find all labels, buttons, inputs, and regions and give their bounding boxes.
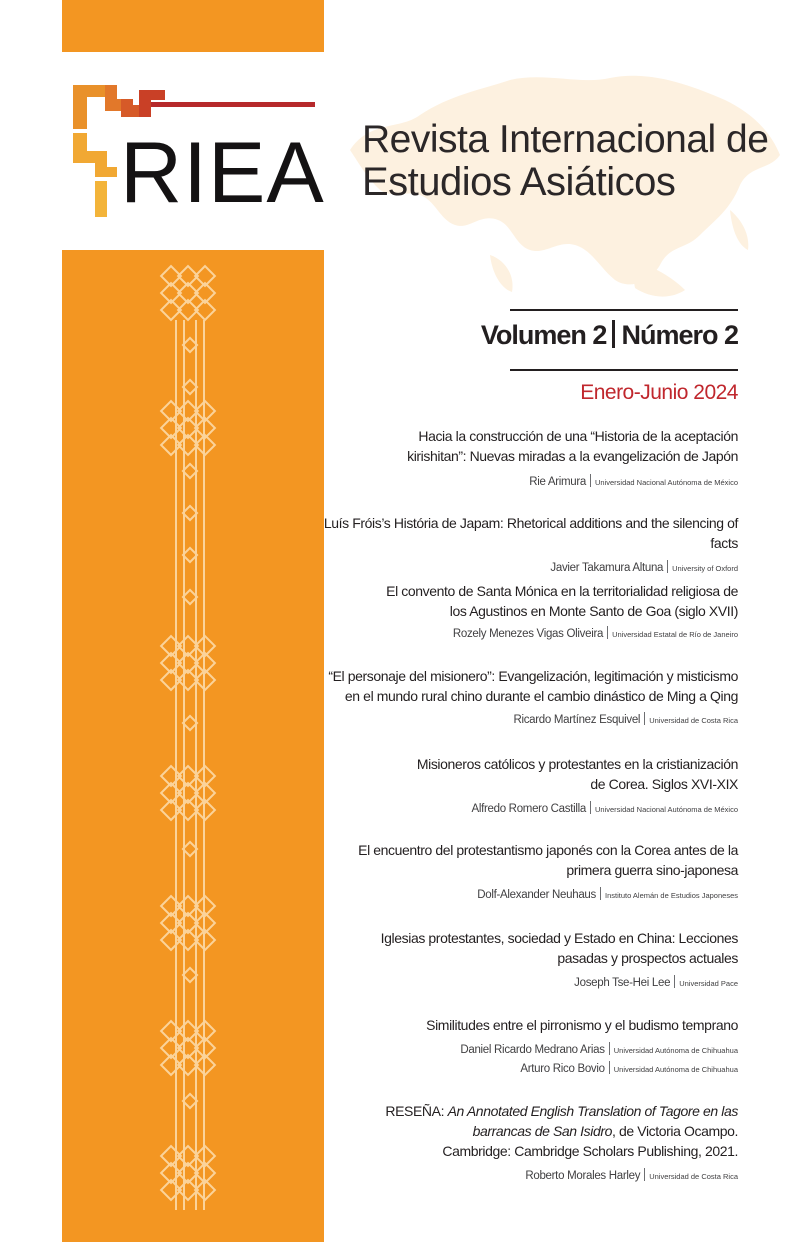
top-orange-band [62, 0, 324, 52]
issue-date: Enero-Junio 2024 [580, 381, 738, 404]
rule-bottom [510, 369, 738, 371]
article-author: Ricardo Martínez Esquivel Universidad de Costa Rica [513, 714, 738, 726]
journal-title-line1: Revista Internacional de [362, 118, 769, 161]
article-3 [358, 581, 738, 644]
volume-separator [612, 320, 615, 348]
issue-volume-number [481, 320, 738, 351]
review-by: , de Victoria Ocampo. [612, 1123, 738, 1139]
article-author: Javier Takamura Altuna University of Oxford [550, 562, 738, 574]
article-title: Iglesias protestantes, sociedad y Estado en China: Lecciones pasadas y prospectos actuales [380, 930, 738, 966]
review-book-title-1: An Annotated English Translation of Tagore en las [447, 1103, 738, 1119]
journal-title-line2: Estudios Asiáticos [362, 160, 676, 204]
rule-top [510, 309, 738, 311]
article-title: El convento de Santa Mónica en la territorialidad religiosa de los Agustinos en Monte Santo de Goa (siglo XVII) [386, 583, 738, 619]
review-book-title-2: barrancas de San Isidro [472, 1123, 613, 1139]
article-author: Dolf-Alexander Neuhaus Instituto Alemán de Estudios Japoneses [477, 889, 738, 901]
article-1 [358, 426, 738, 492]
article-title: “El personaje del misionero”: Evangelización, legitimación y misticismo en el mundo rural chino durante el cambio dinástico de Ming a Qing [328, 668, 738, 704]
article-author: Rozely Menezes Vigas Oliveira Universidad Estatal de Río de Janeiro [452, 628, 738, 640]
article-5 [358, 754, 738, 819]
book-review [358, 1101, 738, 1186]
side-orange-band [62, 250, 324, 1242]
article-author: Rie Arimura Universidad Nacional Autónoma de México [529, 476, 738, 488]
article-title: Luís Fróis’s História de Japam: Rhetorical additions and the silencing of facts [323, 515, 738, 551]
article-title: Hacia la construcción de una “Historia de la aceptación kirishitan”: Nuevas miradas a la evangelización de Japón [407, 428, 738, 464]
article-title: El encuentro del protestantismo japonés con la Corea antes de la primera guerra sino-japonesa [358, 842, 738, 878]
review-author: Roberto Morales Harley Universidad de Costa Rica [525, 1170, 738, 1182]
article-6 [338, 840, 738, 905]
logo-wordmark: RIEA [120, 125, 325, 221]
journal-title [362, 118, 782, 204]
article-author: Alfredo Romero Castilla Universidad Nacional Autónoma de México [471, 803, 738, 815]
article-author-2: Arturo Rico Bovio Universidad Autónoma de Chihuahua [520, 1063, 738, 1075]
article-author: Daniel Ricardo Medrano Arias Universidad Autónoma de Chihuahua [460, 1044, 738, 1056]
article-7 [358, 928, 738, 993]
article-4 [318, 666, 738, 730]
article-author: Joseph Tse-Hei Lee Universidad Pace [574, 977, 738, 989]
article-title: Misioneros católicos y protestantes en la cristianización de Corea. Siglos XVI-XIX [416, 756, 738, 792]
review-label: RESEÑA: [385, 1103, 445, 1119]
review-title [358, 1101, 738, 1161]
volume-label: Volumen 2 [480, 320, 607, 350]
review-publisher: Cambridge: Cambridge Scholars Publishing, 2021. [442, 1143, 738, 1159]
knot-ornament [62, 250, 324, 1242]
number-label: Número 2 [621, 320, 738, 350]
article-8 [358, 1015, 738, 1079]
article-2 [318, 513, 738, 578]
article-title: Similitudes entre el pirronismo y el budismo temprano [426, 1017, 738, 1033]
